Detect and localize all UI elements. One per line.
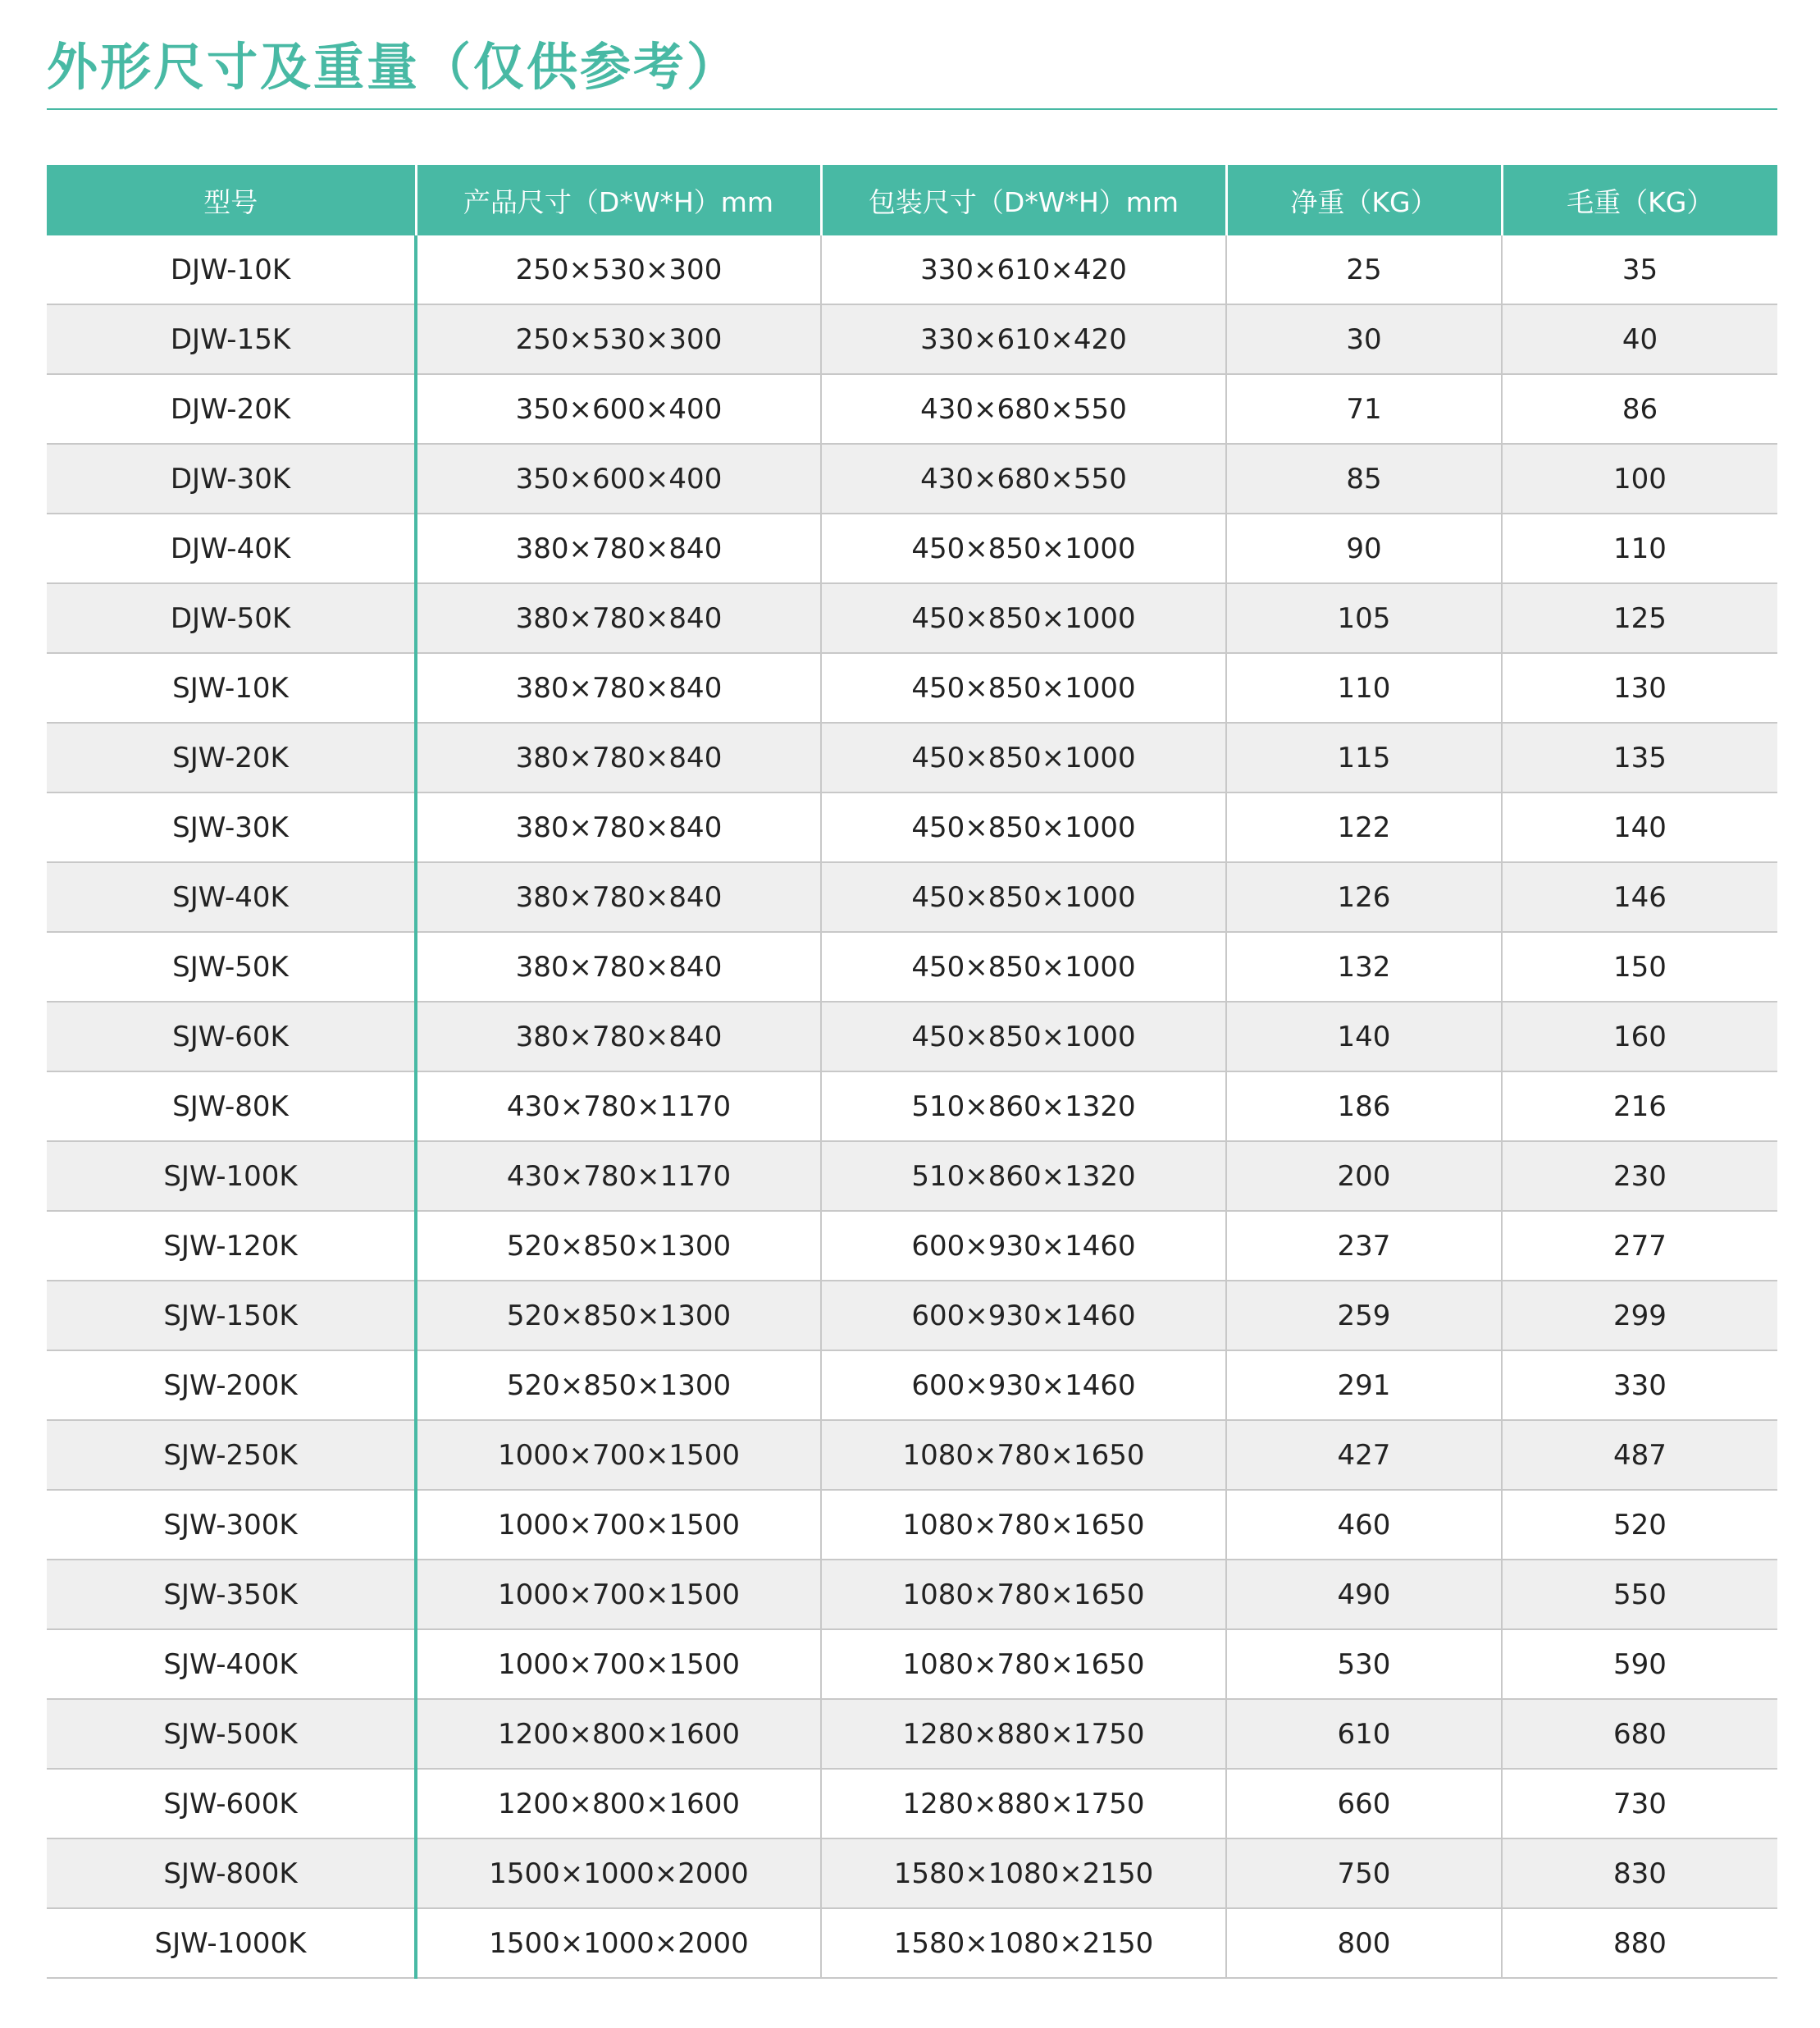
table-row bbox=[47, 862, 1777, 932]
table-row bbox=[47, 1281, 1777, 1350]
cell-product-size: 520×850×1300 bbox=[416, 1350, 821, 1420]
header-net-weight: 净重（KG） bbox=[1226, 165, 1502, 235]
cell-package-size: 1280×880×1750 bbox=[821, 1769, 1226, 1838]
cell-gross-weight: 130 bbox=[1502, 653, 1777, 723]
cell-gross-weight: 487 bbox=[1502, 1420, 1777, 1490]
table-row bbox=[47, 1908, 1777, 1978]
table-header bbox=[47, 165, 1777, 235]
cell-gross-weight: 590 bbox=[1502, 1629, 1777, 1699]
cell-gross-weight: 40 bbox=[1502, 304, 1777, 374]
cell-model: SJW-250K bbox=[47, 1420, 416, 1490]
cell-model: SJW-120K bbox=[47, 1211, 416, 1281]
cell-net-weight: 71 bbox=[1226, 374, 1502, 444]
table-row bbox=[47, 583, 1777, 653]
cell-product-size: 1000×700×1500 bbox=[416, 1490, 821, 1560]
table-row bbox=[47, 235, 1777, 304]
cell-product-size: 430×780×1170 bbox=[416, 1141, 821, 1211]
cell-gross-weight: 100 bbox=[1502, 444, 1777, 514]
cell-product-size: 380×780×840 bbox=[416, 514, 821, 583]
table-body bbox=[47, 235, 1777, 1978]
cell-product-size: 380×780×840 bbox=[416, 583, 821, 653]
cell-net-weight: 110 bbox=[1226, 653, 1502, 723]
table-row bbox=[47, 1838, 1777, 1908]
cell-model: SJW-20K bbox=[47, 723, 416, 792]
cell-product-size: 520×850×1300 bbox=[416, 1211, 821, 1281]
cell-package-size: 600×930×1460 bbox=[821, 1211, 1226, 1281]
cell-package-size: 450×850×1000 bbox=[821, 583, 1226, 653]
cell-product-size: 250×530×300 bbox=[416, 235, 821, 304]
cell-product-size: 1200×800×1600 bbox=[416, 1769, 821, 1838]
cell-package-size: 450×850×1000 bbox=[821, 514, 1226, 583]
cell-net-weight: 132 bbox=[1226, 932, 1502, 1002]
cell-package-size: 450×850×1000 bbox=[821, 932, 1226, 1002]
cell-package-size: 1080×780×1650 bbox=[821, 1560, 1226, 1629]
table-row bbox=[47, 1141, 1777, 1211]
table-row bbox=[47, 374, 1777, 444]
cell-net-weight: 427 bbox=[1226, 1420, 1502, 1490]
table-row bbox=[47, 1071, 1777, 1141]
cell-product-size: 350×600×400 bbox=[416, 374, 821, 444]
header-product-size: 产品尺寸（D*W*H）mm bbox=[416, 165, 821, 235]
cell-net-weight: 490 bbox=[1226, 1560, 1502, 1629]
cell-net-weight: 237 bbox=[1226, 1211, 1502, 1281]
dimensions-weight-table bbox=[47, 165, 1777, 1979]
table-row bbox=[47, 1420, 1777, 1490]
cell-package-size: 430×680×550 bbox=[821, 374, 1226, 444]
cell-product-size: 1200×800×1600 bbox=[416, 1699, 821, 1769]
cell-net-weight: 610 bbox=[1226, 1699, 1502, 1769]
cell-package-size: 450×850×1000 bbox=[821, 653, 1226, 723]
table-row bbox=[47, 444, 1777, 514]
cell-gross-weight: 35 bbox=[1502, 235, 1777, 304]
table-row bbox=[47, 1629, 1777, 1699]
cell-package-size: 1580×1080×2150 bbox=[821, 1908, 1226, 1978]
cell-net-weight: 800 bbox=[1226, 1908, 1502, 1978]
cell-gross-weight: 730 bbox=[1502, 1769, 1777, 1838]
cell-net-weight: 530 bbox=[1226, 1629, 1502, 1699]
cell-product-size: 350×600×400 bbox=[416, 444, 821, 514]
cell-model: SJW-80K bbox=[47, 1071, 416, 1141]
cell-gross-weight: 230 bbox=[1502, 1141, 1777, 1211]
cell-net-weight: 90 bbox=[1226, 514, 1502, 583]
cell-package-size: 600×930×1460 bbox=[821, 1350, 1226, 1420]
cell-model: SJW-400K bbox=[47, 1629, 416, 1699]
table-row bbox=[47, 1699, 1777, 1769]
cell-product-size: 1000×700×1500 bbox=[416, 1420, 821, 1490]
cell-gross-weight: 160 bbox=[1502, 1002, 1777, 1071]
cell-product-size: 430×780×1170 bbox=[416, 1071, 821, 1141]
cell-package-size: 450×850×1000 bbox=[821, 1002, 1226, 1071]
cell-product-size: 380×780×840 bbox=[416, 723, 821, 792]
cell-product-size: 380×780×840 bbox=[416, 792, 821, 862]
cell-net-weight: 660 bbox=[1226, 1769, 1502, 1838]
table-row bbox=[47, 792, 1777, 862]
cell-gross-weight: 110 bbox=[1502, 514, 1777, 583]
cell-model: SJW-100K bbox=[47, 1141, 416, 1211]
cell-net-weight: 122 bbox=[1226, 792, 1502, 862]
cell-model: SJW-200K bbox=[47, 1350, 416, 1420]
cell-net-weight: 259 bbox=[1226, 1281, 1502, 1350]
cell-model: DJW-40K bbox=[47, 514, 416, 583]
cell-gross-weight: 135 bbox=[1502, 723, 1777, 792]
cell-model: SJW-300K bbox=[47, 1490, 416, 1560]
cell-model: DJW-15K bbox=[47, 304, 416, 374]
cell-package-size: 510×860×1320 bbox=[821, 1141, 1226, 1211]
table-row bbox=[47, 1002, 1777, 1071]
cell-package-size: 450×850×1000 bbox=[821, 862, 1226, 932]
cell-product-size: 520×850×1300 bbox=[416, 1281, 821, 1350]
table-row bbox=[47, 932, 1777, 1002]
cell-package-size: 330×610×420 bbox=[821, 304, 1226, 374]
cell-gross-weight: 140 bbox=[1502, 792, 1777, 862]
cell-product-size: 380×780×840 bbox=[416, 932, 821, 1002]
cell-model: SJW-10K bbox=[47, 653, 416, 723]
cell-net-weight: 30 bbox=[1226, 304, 1502, 374]
cell-gross-weight: 86 bbox=[1502, 374, 1777, 444]
cell-net-weight: 200 bbox=[1226, 1141, 1502, 1211]
cell-model: DJW-10K bbox=[47, 235, 416, 304]
cell-net-weight: 105 bbox=[1226, 583, 1502, 653]
cell-package-size: 1080×780×1650 bbox=[821, 1629, 1226, 1699]
cell-gross-weight: 520 bbox=[1502, 1490, 1777, 1560]
cell-model: SJW-800K bbox=[47, 1838, 416, 1908]
table-row bbox=[47, 723, 1777, 792]
cell-model: DJW-30K bbox=[47, 444, 416, 514]
header-gross-weight: 毛重（KG） bbox=[1502, 165, 1777, 235]
table-row bbox=[47, 1769, 1777, 1838]
table-row bbox=[47, 514, 1777, 583]
table-row bbox=[47, 653, 1777, 723]
cell-package-size: 450×850×1000 bbox=[821, 723, 1226, 792]
cell-net-weight: 115 bbox=[1226, 723, 1502, 792]
cell-product-size: 380×780×840 bbox=[416, 1002, 821, 1071]
cell-net-weight: 750 bbox=[1226, 1838, 1502, 1908]
cell-model: DJW-50K bbox=[47, 583, 416, 653]
cell-model: SJW-500K bbox=[47, 1699, 416, 1769]
cell-model: SJW-150K bbox=[47, 1281, 416, 1350]
cell-package-size: 510×860×1320 bbox=[821, 1071, 1226, 1141]
cell-model: SJW-40K bbox=[47, 862, 416, 932]
cell-net-weight: 126 bbox=[1226, 862, 1502, 932]
cell-package-size: 1280×880×1750 bbox=[821, 1699, 1226, 1769]
cell-package-size: 330×610×420 bbox=[821, 235, 1226, 304]
cell-gross-weight: 277 bbox=[1502, 1211, 1777, 1281]
page-title: 外形尺寸及重量（仅供参考） bbox=[47, 37, 741, 97]
cell-gross-weight: 146 bbox=[1502, 862, 1777, 932]
header-row bbox=[47, 165, 1777, 235]
cell-gross-weight: 299 bbox=[1502, 1281, 1777, 1350]
cell-package-size: 450×850×1000 bbox=[821, 792, 1226, 862]
cell-package-size: 1080×780×1650 bbox=[821, 1420, 1226, 1490]
header-model: 型号 bbox=[47, 165, 416, 235]
cell-model: SJW-1000K bbox=[47, 1908, 416, 1978]
cell-net-weight: 291 bbox=[1226, 1350, 1502, 1420]
cell-package-size: 600×930×1460 bbox=[821, 1281, 1226, 1350]
cell-gross-weight: 150 bbox=[1502, 932, 1777, 1002]
cell-gross-weight: 125 bbox=[1502, 583, 1777, 653]
cell-net-weight: 25 bbox=[1226, 235, 1502, 304]
cell-gross-weight: 830 bbox=[1502, 1838, 1777, 1908]
cell-gross-weight: 216 bbox=[1502, 1071, 1777, 1141]
table-row bbox=[47, 304, 1777, 374]
cell-package-size: 430×680×550 bbox=[821, 444, 1226, 514]
header-package-size: 包装尺寸（D*W*H）mm bbox=[821, 165, 1226, 235]
cell-model: SJW-600K bbox=[47, 1769, 416, 1838]
cell-model: SJW-30K bbox=[47, 792, 416, 862]
table-row bbox=[47, 1560, 1777, 1629]
cell-package-size: 1580×1080×2150 bbox=[821, 1838, 1226, 1908]
title-divider bbox=[47, 108, 1777, 110]
cell-gross-weight: 550 bbox=[1502, 1560, 1777, 1629]
cell-product-size: 380×780×840 bbox=[416, 862, 821, 932]
cell-package-size: 1080×780×1650 bbox=[821, 1490, 1226, 1560]
cell-product-size: 1500×1000×2000 bbox=[416, 1908, 821, 1978]
cell-gross-weight: 880 bbox=[1502, 1908, 1777, 1978]
cell-model: SJW-350K bbox=[47, 1560, 416, 1629]
cell-product-size: 1500×1000×2000 bbox=[416, 1838, 821, 1908]
cell-product-size: 380×780×840 bbox=[416, 653, 821, 723]
cell-product-size: 250×530×300 bbox=[416, 304, 821, 374]
cell-net-weight: 140 bbox=[1226, 1002, 1502, 1071]
cell-model: SJW-50K bbox=[47, 932, 416, 1002]
cell-net-weight: 85 bbox=[1226, 444, 1502, 514]
cell-gross-weight: 330 bbox=[1502, 1350, 1777, 1420]
table-row bbox=[47, 1211, 1777, 1281]
cell-gross-weight: 680 bbox=[1502, 1699, 1777, 1769]
cell-net-weight: 186 bbox=[1226, 1071, 1502, 1141]
table-row bbox=[47, 1350, 1777, 1420]
cell-model: SJW-60K bbox=[47, 1002, 416, 1071]
cell-model: DJW-20K bbox=[47, 374, 416, 444]
cell-net-weight: 460 bbox=[1226, 1490, 1502, 1560]
table-row bbox=[47, 1490, 1777, 1560]
cell-product-size: 1000×700×1500 bbox=[416, 1629, 821, 1699]
cell-product-size: 1000×700×1500 bbox=[416, 1560, 821, 1629]
